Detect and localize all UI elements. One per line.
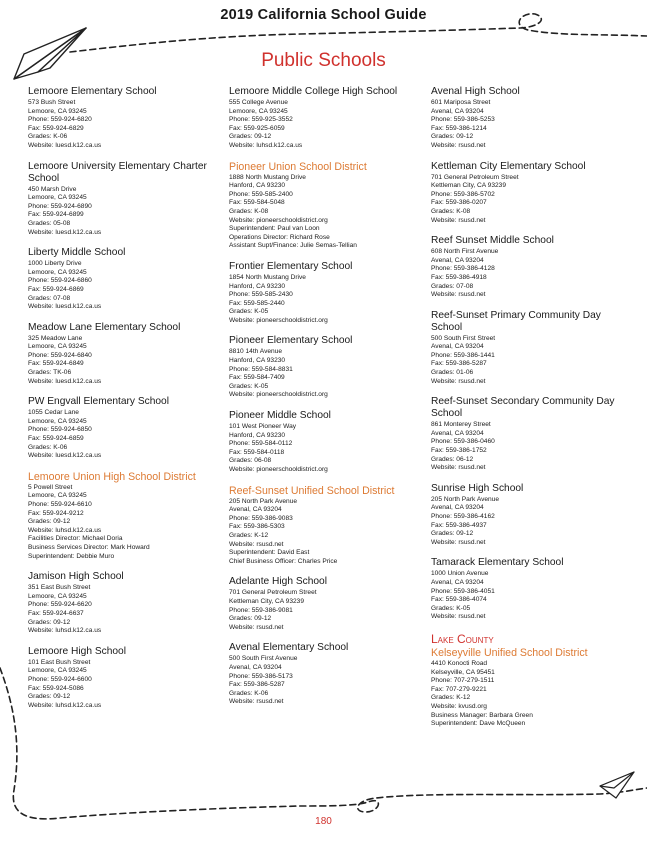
school-entry — [28, 571, 218, 636]
detail-line: Phone: 559-386-4162 — [431, 513, 495, 520]
detail-line: Fax: 559-924-6859 — [28, 435, 84, 443]
school-entry — [229, 410, 424, 475]
detail-line: 8810 14th Avenue — [229, 348, 283, 356]
detail-line: Fax: 559-925-6059 — [229, 124, 285, 132]
detail-line: Grades: 09-12 — [28, 518, 71, 526]
detail-line: Phone: 559-925-3552 — [229, 116, 293, 124]
detail-line: Phone: 559-386-9083 — [229, 514, 293, 522]
school-name: Jamison High School — [28, 571, 124, 583]
detail-line: Hanford, CA 93230 — [229, 282, 286, 290]
detail-line: Fax: 559-386-0207 — [431, 199, 487, 207]
paper-airplane-icon — [598, 770, 636, 800]
detail-line: Grades: K-12 — [229, 531, 269, 539]
detail-line: Website: rsusd.net — [431, 613, 486, 621]
school-name: Pioneer Middle School — [229, 410, 331, 422]
detail-line: Lemoore, CA 93245 — [28, 268, 87, 276]
school-name: Reef Sunset Middle School — [431, 235, 554, 247]
detail-line: Fax: 559-584-7409 — [229, 374, 285, 382]
district-name: Reef-Sunset Unified School District — [229, 484, 395, 497]
detail-line: Grades: K-06 — [28, 443, 68, 451]
school-name: Lemoore High School — [28, 645, 126, 657]
detail-line: 573 Bush Street — [28, 99, 76, 106]
detail-line: 205 North Park Avenue — [431, 495, 500, 503]
detail-line: Phone: 559-584-8831 — [229, 365, 293, 373]
detail-line: Phone: 559-386-5253 — [431, 116, 495, 124]
detail-line: Lemoore, CA 93245 — [28, 667, 87, 675]
detail-line: Website: pioneerschooldistrict.org — [229, 391, 328, 399]
detail-line: 1854 North Mustang Drive — [229, 273, 306, 281]
detail-line: Phone: 559-924-6850 — [28, 426, 92, 434]
detail-line: Website: rsusd.net — [229, 698, 284, 706]
detail-line: Operations Director: Richard Rose — [229, 233, 330, 241]
detail-line: Avenal, CA 93204 — [431, 256, 484, 264]
detail-line: Grades: K-05 — [229, 308, 269, 316]
detail-line: Facilities Director: Michael Doria — [28, 535, 123, 543]
detail-line: Phone: 559-386-5702 — [431, 190, 495, 198]
detail-line: Fax: 559-924-9212 — [28, 509, 84, 517]
district-name: Lemoore Union High School District — [28, 470, 196, 483]
directory-column-3 — [431, 86, 631, 739]
detail-line: 500 South First Street — [431, 334, 496, 342]
detail-line: Phone: 559-386-1441 — [431, 351, 495, 359]
detail-line: Avenal, CA 93204 — [431, 504, 484, 512]
detail-line: Grades: 09-12 — [431, 530, 474, 538]
school-entry — [28, 161, 218, 238]
detail-line: Grades: 05-08 — [28, 219, 71, 227]
detail-line: Website: luhsd.k12.ca.us — [28, 526, 102, 534]
district-entry — [229, 485, 424, 567]
detail-line: Lemoore, CA 93245 — [28, 417, 87, 425]
detail-line: 701 General Petroleum Street — [229, 589, 317, 597]
school-name: Lemoore Elementary School — [28, 86, 157, 97]
district-entry — [229, 161, 424, 251]
detail-line: Phone: 559-924-6610 — [28, 501, 92, 508]
school-name: Meadow Lane Elementary School — [28, 321, 181, 333]
detail-line: Website: rsusd.net — [431, 291, 486, 299]
detail-line: Grades: 09-12 — [431, 133, 474, 141]
detail-line: Chief Business Officer: Charles Price — [229, 557, 338, 565]
detail-line: 351 East Bush Street — [28, 584, 91, 592]
detail-line: Lemoore, CA 93245 — [229, 107, 288, 115]
school-entry — [431, 557, 631, 622]
detail-line: Superintendent: Paul van Loon — [229, 225, 320, 233]
detail-line: Phone: 559-924-6840 — [28, 351, 92, 359]
school-name: Pioneer Elementary School — [229, 335, 353, 347]
detail-line: Website: rsusd.net — [431, 141, 486, 149]
detail-line: Grades: TK-06 — [28, 369, 72, 377]
detail-line: Phone: 559-924-6620 — [28, 601, 92, 609]
detail-line: Grades: K-06 — [229, 689, 269, 697]
detail-line: Business Manager: Barbara Green — [431, 711, 533, 719]
school-entry — [431, 396, 631, 473]
school-entry — [229, 576, 424, 632]
detail-line: Website: luhsd.k12.ca.us — [229, 141, 303, 149]
directory-column-2 — [229, 86, 424, 717]
detail-line: Grades: 09-12 — [28, 693, 71, 701]
school-name: Frontier Elementary School — [229, 260, 353, 272]
detail-line: Lemoore, CA 93245 — [28, 194, 87, 202]
detail-line: Lemoore, CA 93245 — [28, 492, 87, 500]
school-name: Reef-Sunset Secondary Community Day School — [431, 396, 615, 420]
detail-line: Website: rsusd.net — [431, 538, 486, 546]
detail-line: 101 East Bush Street — [28, 658, 91, 666]
school-entry — [28, 322, 218, 387]
detail-line: Grades: K-08 — [229, 207, 269, 215]
detail-line: Phone: 559-585-2400 — [229, 190, 293, 198]
school-entry — [28, 86, 218, 151]
detail-line: Kettleman City, CA 93239 — [431, 182, 507, 190]
detail-line: Grades: K-05 — [431, 604, 471, 612]
district-name: Pioneer Union School District — [229, 160, 367, 173]
directory-column-1 — [28, 86, 218, 720]
school-entry — [431, 310, 631, 387]
detail-line: Website: luesd.k12.ca.us — [28, 377, 102, 385]
school-name: Reef-Sunset Primary Community Day School — [431, 309, 601, 333]
detail-line: Phone: 559-386-4051 — [431, 587, 495, 595]
school-name: Tamarack Elementary School — [431, 557, 564, 569]
detail-line: Fax: 559-584-0118 — [229, 448, 285, 456]
detail-line: Grades: K-05 — [229, 382, 269, 390]
detail-line: Lemoore, CA 93245 — [28, 107, 87, 115]
detail-line: 325 Meadow Lane — [28, 334, 83, 342]
school-name: Liberty Middle School — [28, 247, 126, 259]
detail-line: Phone: 559-924-6600 — [28, 675, 92, 683]
district-entry — [431, 632, 631, 729]
detail-line: Website: luhsd.k12.ca.us — [28, 701, 102, 709]
school-entry — [431, 235, 631, 300]
school-entry — [229, 261, 424, 326]
detail-line: 1055 Cedar Lane — [28, 409, 79, 417]
detail-line: Avenal, CA 93204 — [229, 506, 282, 514]
detail-line: Lemoore, CA 93245 — [28, 343, 87, 351]
school-name: Lemoore Middle College High School — [229, 86, 398, 97]
school-name: PW Engvall Elementary School — [28, 396, 169, 408]
detail-line: Lemoore, CA 93245 — [28, 592, 87, 600]
detail-line: 205 North Park Avenue — [229, 497, 298, 505]
detail-line: 601 Mariposa Street — [431, 99, 491, 106]
detail-line: 608 North First Avenue — [431, 248, 499, 256]
detail-line: 555 College Avenue — [229, 99, 288, 106]
detail-line: Superintendent: David East — [229, 549, 310, 557]
detail-line: Fax: 559-924-6829 — [28, 124, 84, 132]
detail-line: Fax: 559-924-6637 — [28, 609, 84, 617]
detail-line: Kettleman City, CA 93239 — [229, 597, 305, 605]
detail-line: Fax: 559-585-2440 — [229, 299, 285, 307]
school-entry — [229, 86, 424, 151]
detail-line: 1000 Liberty Drive — [28, 260, 82, 268]
detail-line: Fax: 559-386-4074 — [431, 596, 487, 604]
detail-line: 101 West Pioneer Way — [229, 423, 297, 431]
district-entry — [28, 471, 218, 561]
detail-line: 500 South First Avenue — [229, 655, 298, 663]
detail-line: Fax: 559-386-5287 — [431, 360, 487, 368]
detail-line: Fax: 559-924-6899 — [28, 211, 84, 219]
detail-line: Phone: 559-585-2430 — [229, 291, 293, 299]
school-entry — [28, 247, 218, 312]
detail-line: Website: pioneerschooldistrict.org — [229, 466, 328, 473]
detail-line: Website: luesd.k12.ca.us — [28, 452, 102, 460]
detail-line: Fax: 559-386-1214 — [431, 124, 487, 132]
detail-line: Fax: 559-924-6849 — [28, 360, 84, 368]
detail-line: Grades: 09-12 — [28, 618, 71, 626]
detail-line: 4410 Konocti Road — [431, 659, 488, 667]
detail-line: 450 Marsh Drive — [28, 185, 77, 193]
detail-line: Business Services Director: Mark Howard — [28, 543, 150, 551]
detail-line: Superintendent: Debbie Muro — [28, 552, 115, 560]
school-name: Avenal High School — [431, 86, 520, 97]
guide-title: 2019 California School Guide — [220, 7, 427, 23]
section-title: Public Schools — [261, 50, 386, 71]
detail-line: Grades: 07-08 — [28, 294, 71, 302]
detail-line: Website: rsusd.net — [229, 540, 284, 548]
detail-line: Website: rsusd.net — [431, 377, 486, 385]
detail-line: Grades: 06-08 — [229, 457, 272, 465]
detail-line: Fax: 559-386-5303 — [229, 523, 285, 531]
detail-line: Website: rsusd.net — [229, 623, 284, 631]
detail-line: Grades: 09-12 — [229, 133, 272, 141]
school-entry — [28, 646, 218, 711]
detail-line: Phone: 559-924-6820 — [28, 116, 92, 124]
detail-line: 5 Powell Street — [28, 483, 73, 491]
detail-line: Grades: 09-12 — [229, 615, 272, 623]
district-name: Kelseyville Unified School District — [431, 646, 588, 659]
detail-line: Avenal, CA 93204 — [431, 107, 484, 115]
school-name: Lemoore University Elementary Charter School — [28, 160, 207, 184]
detail-line: Phone: 559-386-4128 — [431, 265, 495, 273]
detail-line: Fax: 559-924-5086 — [28, 684, 84, 692]
detail-line: Website: pioneerschooldistrict.org — [229, 216, 328, 224]
detail-line: Website: luhsd.k12.ca.us — [28, 627, 102, 635]
school-name: Avenal Elementary School — [229, 642, 349, 654]
detail-line: 1888 North Mustang Drive — [229, 173, 306, 181]
detail-line: Website: pioneerschooldistrict.org — [229, 316, 328, 324]
detail-line: Phone: 559-386-9081 — [229, 606, 293, 614]
detail-line: Phone: 559-924-6860 — [28, 277, 92, 285]
detail-line: Avenal, CA 93204 — [431, 578, 484, 586]
detail-line: Fax: 559-386-4937 — [431, 521, 487, 529]
detail-line: Hanford, CA 93230 — [229, 357, 286, 365]
school-name: Sunrise High School — [431, 482, 524, 494]
detail-line: Fax: 559-386-1752 — [431, 447, 487, 455]
detail-line: Avenal, CA 93204 — [229, 663, 282, 671]
detail-line: Website: luesd.k12.ca.us — [28, 303, 102, 311]
detail-line: Website: rsusd.net — [431, 464, 486, 472]
detail-line: Website: luesd.k12.ca.us — [28, 228, 102, 236]
detail-line: Superintendent: Dave McQueen — [431, 720, 526, 728]
detail-line: Fax: 559-386-5287 — [229, 681, 285, 689]
detail-line: Grades: K-12 — [431, 694, 471, 702]
detail-line: Kelseyville, CA 95451 — [431, 668, 495, 676]
detail-line: Website: kvusd.org — [431, 702, 487, 710]
school-entry — [229, 335, 424, 400]
detail-line: Phone: 559-584-0112 — [229, 440, 293, 448]
detail-line: Grades: 06-12 — [431, 455, 474, 463]
detail-line: 861 Monterey Street — [431, 421, 491, 429]
detail-line: 1000 Union Avenue — [431, 570, 489, 578]
detail-line: Website: luesd.k12.ca.us — [28, 141, 102, 149]
detail-line: Fax: 559-924-6869 — [28, 285, 84, 293]
detail-line: Grades: 01-06 — [431, 369, 474, 377]
detail-line: Grades: 07-08 — [431, 282, 474, 290]
detail-line: 701 General Petroleum Street — [431, 173, 519, 181]
school-entry — [431, 86, 631, 151]
detail-line: Hanford, CA 93230 — [229, 182, 286, 190]
school-entry — [431, 483, 631, 548]
detail-line: Grades: K-06 — [28, 133, 68, 141]
detail-line: Avenal, CA 93204 — [431, 429, 484, 437]
school-name: Adelante High School — [229, 576, 327, 588]
school-entry — [28, 396, 218, 461]
detail-line: Phone: 707-279-1511 — [431, 677, 495, 685]
school-entry — [229, 642, 424, 707]
detail-line: Assistant Supt/Finance: Julie Semas-Tellian — [229, 242, 357, 250]
school-name: Kettleman City Elementary School — [431, 160, 586, 172]
detail-line: Website: rsusd.net — [431, 216, 486, 224]
detail-line: Phone: 559-924-6890 — [28, 202, 92, 210]
page-number: 180 — [315, 816, 332, 827]
detail-line: Avenal, CA 93204 — [431, 343, 484, 351]
detail-line: Phone: 559-386-5173 — [229, 672, 293, 680]
school-entry — [431, 161, 631, 226]
detail-line: Phone: 559-386-0460 — [431, 438, 495, 446]
detail-line: Fax: 559-584-5048 — [229, 199, 285, 207]
detail-line: Grades: K-08 — [431, 207, 471, 215]
detail-line: Hanford, CA 93230 — [229, 431, 286, 439]
detail-line: Fax: 707-279-9221 — [431, 685, 487, 693]
region-heading: Lake County — [431, 631, 494, 646]
detail-line: Fax: 559-386-4918 — [431, 273, 487, 281]
